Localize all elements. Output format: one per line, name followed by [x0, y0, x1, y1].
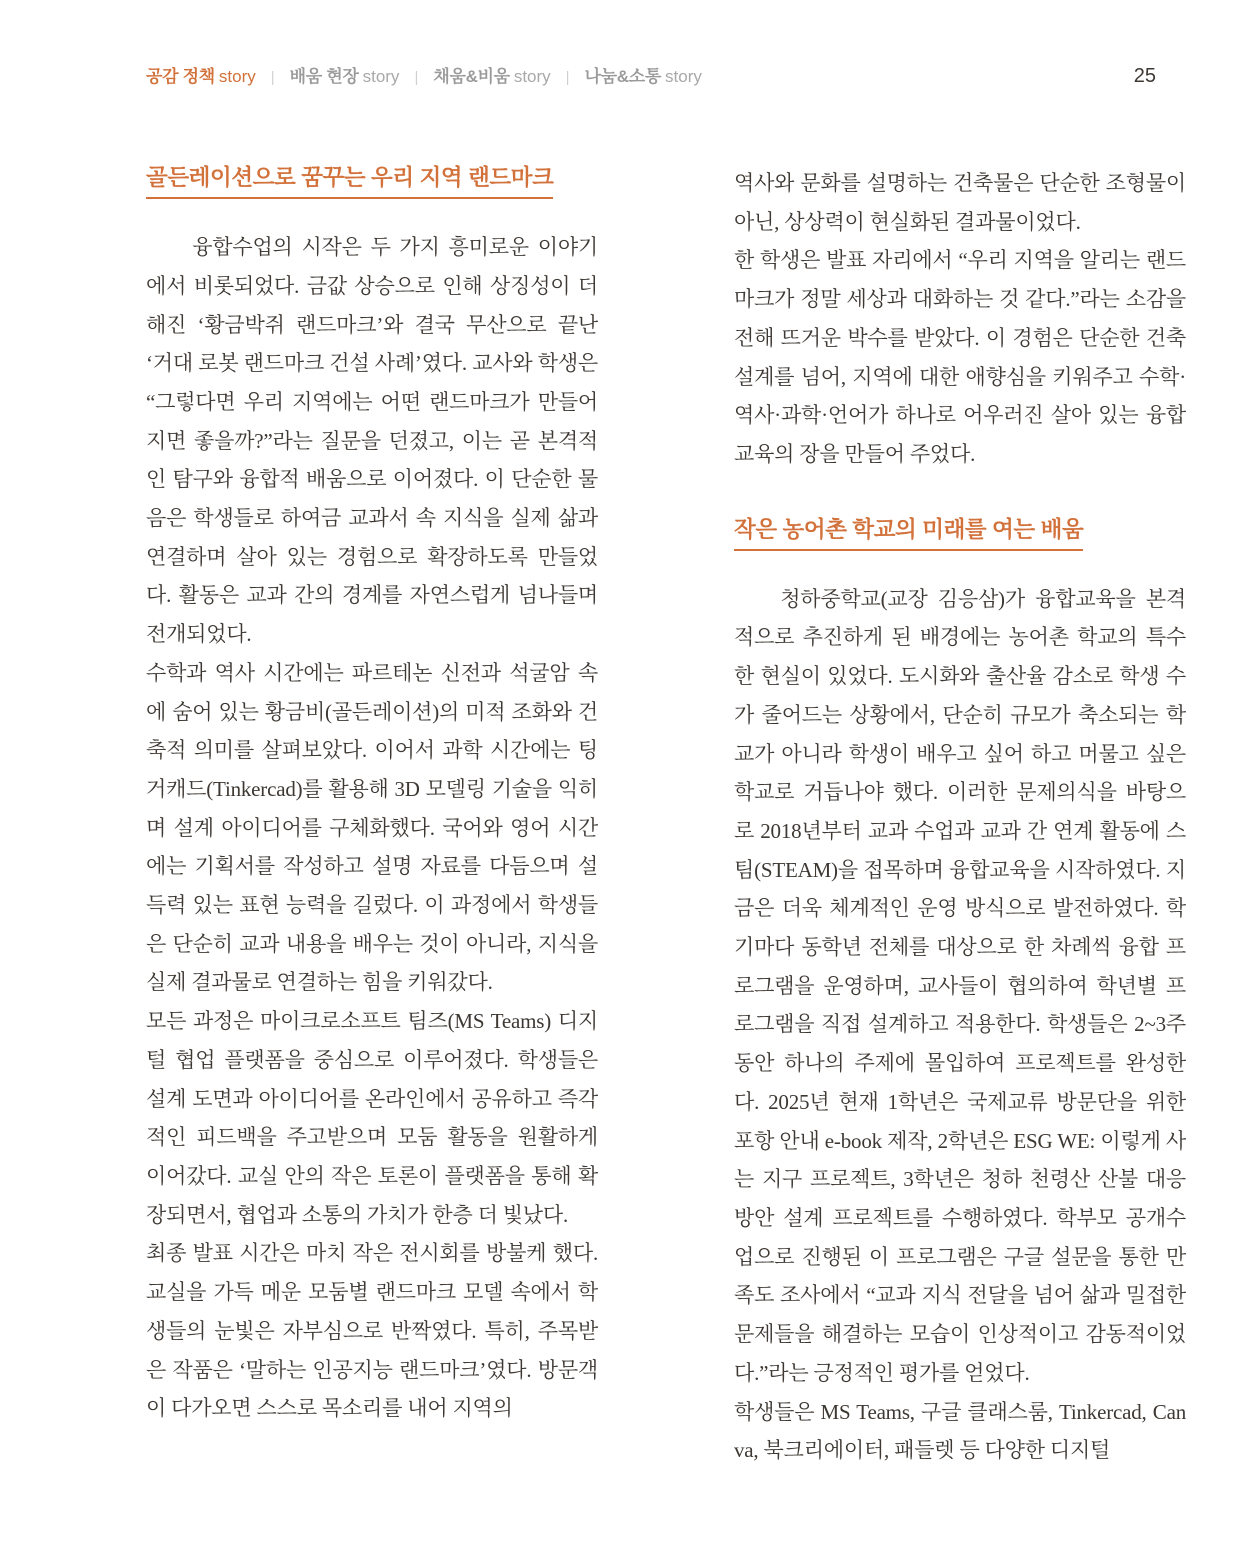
article-paragraph: 역사와 문화를 설명하는 건축물은 단순한 조형물이 아닌, 상상력이 현실화된 결과물이었다. — [734, 171, 1186, 234]
article-paragraph: 모든 과정은 마이크로소프트 팀즈(MS Teams) 디지털 협업 플랫폼을 중심으로 이루어졌다. 학생들은 설계 도면과 아이디어를 온라인에서 공유하고 즉각적인 피드백을 주고받으며 모둠 활동을 원활하게 이어갔다. 교실 안의 작은 토론이 플랫폼을 통해 확장되면서, 협업과 소통의 가치가 한층 더 빛났다. — [146, 1009, 598, 1227]
page-number: 25 — [1133, 65, 1156, 87]
article-paragraph: 한 학생은 발표 자리에서 “우리 지역을 알리는 랜드마크가 정말 세상과 대화하는 것 같다.”라는 소감을 전해 뜨거운 박수를 받았다. 이 경험은 단순한 건축 설계를 넘어, 지역에 대한 애향심을 키워주고 수학·역사·과학·언어가 하나로 어우러진 살아 있는 융합교육의 장을 만들어 주었다. — [734, 248, 1186, 466]
article-paragraph: 학생들은 MS Teams, 구글 클래스룸, Tinkercad, Canva, 북크리에이터, 패들렛 등 다양한 디지털 — [734, 1399, 1186, 1463]
left-column — [146, 164, 598, 1470]
nav-separator: | — [414, 69, 419, 86]
page-header — [0, 0, 1240, 88]
section-heading-text: 작은 농어촌 학교의 미래를 여는 배움 — [734, 517, 1083, 551]
nav-item-label-ko: 채움&비움 — [433, 67, 510, 86]
nav-separator: | — [565, 69, 570, 86]
right-column — [734, 164, 1186, 1470]
nav-item-chaeum-bium-story — [433, 67, 550, 87]
nav-item-label-ko: 나눔&소통 — [584, 67, 662, 86]
nav-separator: | — [270, 69, 275, 86]
nav-item-label-en: story — [362, 67, 400, 86]
nav-item-label-ko: 배움 현장 — [289, 67, 359, 86]
nav-item-baeum-hyeonjang-story — [290, 67, 400, 87]
nav-item-label-ko: 공감 정책 — [146, 67, 215, 86]
article-paragraph: 최종 발표 시간은 마치 작은 전시회를 방불케 했다. 교실을 가득 메운 모둠별 랜드마크 모델 속에서 학생들의 눈빛은 자부심으로 반짝였다. 특히, 주목받은 작품은 ‘말하는 인공지능 랜드마크’였다. 방문객이 다가오면 스스로 목소리를 내어 지역의 — [146, 1241, 598, 1421]
section-heading-landmark — [146, 164, 598, 192]
article-paragraph: 수학과 역사 시간에는 파르테논 신전과 석굴암 속에 숨어 있는 황금비(골든레이션)의 미적 조화와 건축적 의미를 살펴보았다. 이어서 과학 시간에는 팅거캐드(Tinkercad)를 활용해 3D 모델링 기술을 익히며 설계 아이디어를 구체화했다. 국어와 영어 시간에는 기획서를 작성하고 설명 자료를 다듬으며 설득력 있는 표현 능력을 길렀다. 이 과정에서 학생들은 단순히 교과 내용을 배우는 것이 아니라, 지식을 실제 결과물로 연결하는 힘을 키워갔다. — [146, 660, 598, 995]
article-paragraph: 청하중학교(교장 김응삼)가 융합교육을 본격적으로 추진하게 된 배경에는 농어촌 학교의 특수한 현실이 있었다. 도시화와 출산율 감소로 학생 수가 줄어드는 상황에서, 단순히 규모가 축소되는 학교가 아니라 학생이 배우고 싶어 하고 머물고 싶은 학교로 거듭나야 했다. 이러한 문제의식을 바탕으로 2018년부터 교과 수업과 교과 간 연계 활동에 스팀(STEAM)을 접목하며 융합교육을 시작하였다. 지금은 더욱 체계적인 운영 방식으로 발전하였다. 학기마다 동학년 전체를 대상으로 한 차례씩 융합 프로그램을 운영하며, 교사들이 협의하여 학년별 프로그램을 직접 설계하고 적용한다. 학생들은 2~3주 동안 하나의 주제에 몰입하여 프로젝트를 완성한다. 2025년 현재 1학년은 국제교류 방문단을 위한 포항 안내 e-book 제작, 2학년은 ESG WE: 이렇게 사는 지구 프로젝트, 3학년은 청하 천령산 산불 대응 방안 설계 프로젝트를 수행하였다. 학부모 공개수업으로 진행된 이 프로그램은 구글 설문을 통한 만족도 조사에서 “교과 지식 전달을 넘어 삶과 밀접한 문제들을 해결하는 모습이 인상적이고 감동적이었다.”라는 긍정적인 평가를 얻었다. — [734, 586, 1186, 1385]
nav-item-gonggam-policy-story — [146, 67, 256, 87]
nav-item-nanum-sotong-story — [585, 67, 702, 87]
nav-item-label-en: story — [513, 67, 551, 86]
article-paragraph: 융합수업의 시작은 두 가지 흥미로운 이야기에서 비롯되었다. 금값 상승으로 인해 상징성이 더해진 ‘황금박쥐 랜드마크’와 결국 무산으로 끝난 ‘거대 로봇 랜드마크 건설 사례’였다. 교사와 학생은 “그렇다면 우리 지역에는 어떤 랜드마크가 만들어지면 좋을까?”라는 질문을 던졌고, 이는 곧 본격적인 탐구와 융합적 배움으로 이어졌다. 이 단순한 물음은 학생들로 하여금 교과서 속 지식을 실제 삶과 연결하며 살아 있는 경험으로 확장하도록 만들었다. 활동은 교과 간의 경계를 자연스럽게 넘나들며 전개되었다. — [146, 235, 598, 647]
section-heading-rural-school — [734, 516, 1186, 544]
article-body — [0, 164, 1240, 1470]
section-heading-text: 골든레이션으로 꿈꾸는 우리 지역 랜드마크 — [146, 165, 553, 199]
nav-item-label-en: story — [665, 67, 702, 86]
nav-item-label-en: story — [218, 67, 256, 86]
